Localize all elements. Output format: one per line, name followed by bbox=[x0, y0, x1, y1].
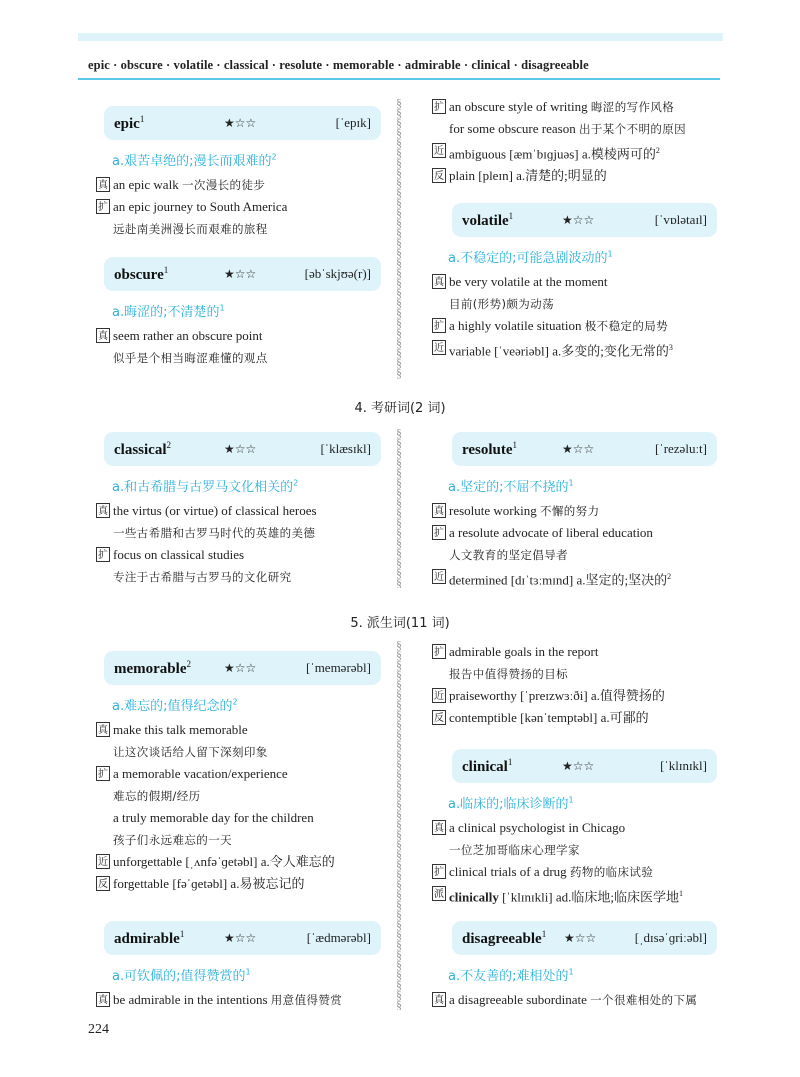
definition: a.和古希腊与古罗马文化相关的$^2$ bbox=[112, 478, 299, 495]
star-rating: ★☆☆ bbox=[562, 759, 595, 773]
definition: a.艰苦卓绝的;漫长而艰难的$^2$ bbox=[112, 152, 277, 169]
word-card bbox=[452, 203, 717, 237]
section-heading: 4. 考研词(2 词) bbox=[354, 401, 446, 416]
tag-zhen: 真 bbox=[432, 820, 446, 835]
phonetic: [ˈklɪnɪkl] bbox=[660, 758, 707, 773]
entry-classical bbox=[96, 432, 386, 588]
tag-jin: 近 bbox=[432, 688, 446, 703]
extension-line: 扩 admirable goals in the report bbox=[434, 644, 599, 659]
tag-jin: 近 bbox=[432, 340, 446, 355]
definition: a.不稳定的;可能急剧波动的$^1$ bbox=[448, 249, 613, 266]
star-rating: ★☆☆ bbox=[224, 116, 257, 130]
word-card bbox=[452, 749, 717, 783]
star-rating: ★☆☆ bbox=[224, 442, 257, 456]
tag-zhen: 真 bbox=[432, 503, 446, 518]
example-line: 真 be very volatile at the moment bbox=[434, 274, 608, 289]
headword: disagreeable$^1$ bbox=[462, 929, 547, 947]
definition: a.不友善的;难相处的$^1$ bbox=[448, 967, 574, 984]
running-header: epic · obscure · volatile · classical · resolute · memorable · admirable · clinical · disagreeable bbox=[88, 58, 589, 72]
tag-pai: 派 bbox=[432, 886, 446, 901]
extension-line: 扩 a highly volatile situation 极不稳定的局势 bbox=[434, 318, 669, 333]
extension-line: 扩 a resolute advocate of liberal education bbox=[434, 525, 653, 540]
synonym-line: 近 ambiguous [æmˈbɪɡjuəs] a.模棱两可的$^2$ bbox=[432, 140, 732, 165]
translation-line: 报告中值得赞扬的目标 bbox=[449, 667, 568, 681]
translation-line: 一位芝加哥临床心理学家 bbox=[449, 843, 580, 857]
phonetic: [ˈklæsɪkl] bbox=[320, 441, 371, 456]
word-card bbox=[104, 257, 381, 291]
star-rating: ★☆☆ bbox=[564, 931, 597, 945]
derivative-line: 派 clinically [ˈklɪnɪkli] ad.临床地;临床医学地$^1$ bbox=[432, 883, 732, 908]
section-heading: 5. 派生词(11 词) bbox=[350, 616, 450, 631]
definition: a.难忘的;值得纪念的$^2$ bbox=[112, 697, 238, 714]
tag-kuo: 扩 bbox=[432, 644, 446, 659]
tag-kuo: 扩 bbox=[432, 318, 446, 333]
example-line: 真 resolute working 不懈的努力 bbox=[434, 503, 600, 518]
entry-clinical-body bbox=[432, 783, 732, 908]
phonetic: [ˈædmərəbl] bbox=[306, 930, 371, 945]
entry-epic bbox=[96, 106, 386, 240]
star-rating: ★☆☆ bbox=[224, 931, 257, 945]
top-band bbox=[78, 33, 723, 41]
word-card bbox=[104, 432, 381, 466]
extension-line: a truly memorable day for the children bbox=[113, 810, 314, 825]
star-rating: ★☆☆ bbox=[224, 661, 257, 675]
example-line: 真 an epic walk 一次漫长的徒步 bbox=[98, 177, 266, 192]
extension-line: 扩 an epic journey to South America bbox=[98, 199, 288, 214]
word-card bbox=[452, 921, 717, 955]
tag-zhen: 真 bbox=[96, 722, 110, 737]
headword: volatile$^1$ bbox=[462, 211, 514, 229]
entry-clinical bbox=[444, 749, 734, 783]
example-line: 真 make this talk memorable bbox=[98, 722, 248, 737]
headword: classical$^2$ bbox=[114, 440, 171, 458]
tag-kuo: 扩 bbox=[432, 864, 446, 879]
tag-fan: 反 bbox=[96, 876, 110, 891]
entry-resolute-body bbox=[432, 466, 732, 591]
entry-volatile bbox=[444, 203, 734, 237]
headword: obscure$^1$ bbox=[114, 265, 169, 283]
tag-fan: 反 bbox=[432, 710, 446, 725]
phonetic: [əbˈskjʊə(r)] bbox=[304, 266, 371, 281]
tag-jin: 近 bbox=[96, 854, 110, 869]
headword: clinical$^1$ bbox=[462, 757, 513, 775]
tag-zhen: 真 bbox=[96, 177, 110, 192]
example-line: 真 be admirable in the intentions 用意值得赞赏 bbox=[98, 992, 343, 1007]
tag-kuo: 扩 bbox=[96, 199, 110, 214]
example-line: 真 a disagreeable subordinate 一个很难相处的下属 bbox=[434, 992, 698, 1007]
word-card bbox=[104, 106, 381, 140]
translation-line: 一些古希腊和古罗马时代的英雄的美德 bbox=[113, 526, 316, 540]
tag-zhen: 真 bbox=[96, 992, 110, 1007]
tag-jin: 近 bbox=[432, 569, 446, 584]
tag-jin: 近 bbox=[432, 143, 446, 158]
entry-memorable bbox=[96, 651, 386, 895]
synonym-line: 近 praiseworthy [ˈpreɪzwɜːði] a.值得赞扬的 bbox=[434, 688, 665, 703]
phonetic: [ˈvɒlətaɪl] bbox=[654, 212, 707, 227]
headword: resolute$^1$ bbox=[462, 440, 518, 458]
translation-line: 远赴南美洲漫长而艰难的旅程 bbox=[113, 222, 268, 236]
star-rating: ★☆☆ bbox=[224, 267, 257, 281]
translation-line: 难忘的假期/经历 bbox=[113, 789, 201, 803]
translation-line: 专注于古希腊与古罗马的文化研究 bbox=[113, 570, 292, 584]
phonetic: [ˈmemərəbl] bbox=[306, 660, 371, 675]
entry-obscure-cont bbox=[432, 96, 732, 187]
tag-fan: 反 bbox=[432, 168, 446, 183]
header-rule bbox=[78, 78, 720, 80]
extension-line: 扩 clinical trials of a drug 药物的临床试验 bbox=[434, 864, 654, 879]
phonetic: [ˌdɪsəˈɡriːəbl] bbox=[634, 930, 707, 945]
extension-line: 扩 focus on classical studies bbox=[98, 547, 245, 562]
entry-volatile-body bbox=[432, 237, 732, 362]
column-divider: § § § § § § § § § § § § § § § § § § § § § § § § § § § § § § § § § § § § § bbox=[396, 640, 402, 1010]
star-rating: ★☆☆ bbox=[562, 213, 595, 227]
phonetic: [ˈepɪk] bbox=[335, 115, 371, 130]
translation-line: 似乎是个相当晦涩难懂的观点 bbox=[113, 351, 268, 365]
synonym-line: 近 unforgettable [ˌʌnfəˈɡetəbl] a.令人难忘的 bbox=[98, 854, 335, 869]
example-line: 真 seem rather an obscure point bbox=[98, 328, 263, 343]
word-card bbox=[104, 651, 381, 685]
headword: admirable$^1$ bbox=[114, 929, 185, 947]
tag-kuo: 扩 bbox=[432, 99, 446, 114]
headword: epic$^1$ bbox=[114, 114, 145, 132]
antonym-line: 反 plain [pleɪn] a.清楚的;明显的 bbox=[434, 168, 607, 184]
translation-line: 孩子们永远难忘的一天 bbox=[113, 833, 232, 847]
translation-line: 目前(形势)颇为动荡 bbox=[449, 297, 554, 311]
extension-line: for some obscure reason 出于某个不明的原因 bbox=[449, 121, 687, 136]
tag-kuo: 扩 bbox=[432, 525, 446, 540]
word-card bbox=[452, 432, 717, 466]
tag-zhen: 真 bbox=[432, 992, 446, 1007]
tag-zhen: 真 bbox=[432, 274, 446, 289]
antonym-line: 反 contemptible [kənˈtemptəbl] a.可鄙的 bbox=[434, 710, 649, 725]
synonym-line: 近 variable [ˈveəriəbl] a.多变的;变化无常的$^3$ bbox=[432, 337, 732, 362]
definition: a.临床的;临床诊断的$^1$ bbox=[448, 795, 574, 812]
entry-obscure bbox=[96, 257, 386, 369]
star-rating: ★☆☆ bbox=[562, 442, 595, 456]
translation-line: 人文教育的坚定倡导者 bbox=[449, 548, 568, 562]
definition: a.坚定的;不屈不挠的$^1$ bbox=[448, 478, 574, 495]
tag-kuo: 扩 bbox=[96, 766, 110, 781]
tag-zhen: 真 bbox=[96, 328, 110, 343]
extension-line: 扩 an obscure style of writing 晦涩的写作风格 bbox=[434, 99, 675, 114]
example-line: 真 a clinical psychologist in Chicago bbox=[434, 820, 626, 835]
synonym-line: 近 determined [dɪˈtɜːmɪnd] a.坚定的;坚决的$^2$ bbox=[432, 566, 732, 591]
word-card bbox=[104, 921, 381, 955]
example-line: 真 the virtus (or virtue) of classical heroes bbox=[98, 503, 317, 518]
tag-kuo: 扩 bbox=[96, 547, 110, 562]
column-divider: § § § § § § § § § § § § § § § § bbox=[396, 428, 402, 588]
entry-disagreeable bbox=[444, 921, 734, 955]
extension-line: 扩 a memorable vacation/experience bbox=[98, 766, 288, 781]
antonym-line: 反 forgettable [fəˈɡetəbl] a.易被忘记的 bbox=[98, 876, 305, 891]
page-number: 224 bbox=[88, 1022, 109, 1037]
entry-admirable bbox=[96, 921, 386, 1011]
tag-zhen: 真 bbox=[96, 503, 110, 518]
headword: memorable$^2$ bbox=[114, 659, 191, 677]
entry-resolute bbox=[444, 432, 734, 466]
entry-disagreeable-body bbox=[432, 955, 732, 1011]
column-divider: § § § § § § § § § § § § § § § § § § § § § § § § § § § § bbox=[396, 98, 402, 380]
phonetic: [ˈrezəluːt] bbox=[655, 441, 707, 456]
translation-line: 让这次谈话给人留下深刻印象 bbox=[113, 745, 268, 759]
definition: a.晦涩的;不清楚的$^1$ bbox=[112, 303, 225, 320]
entry-admirable-cont bbox=[432, 641, 732, 729]
definition: a.可钦佩的;值得赞赏的$^1$ bbox=[112, 967, 251, 984]
